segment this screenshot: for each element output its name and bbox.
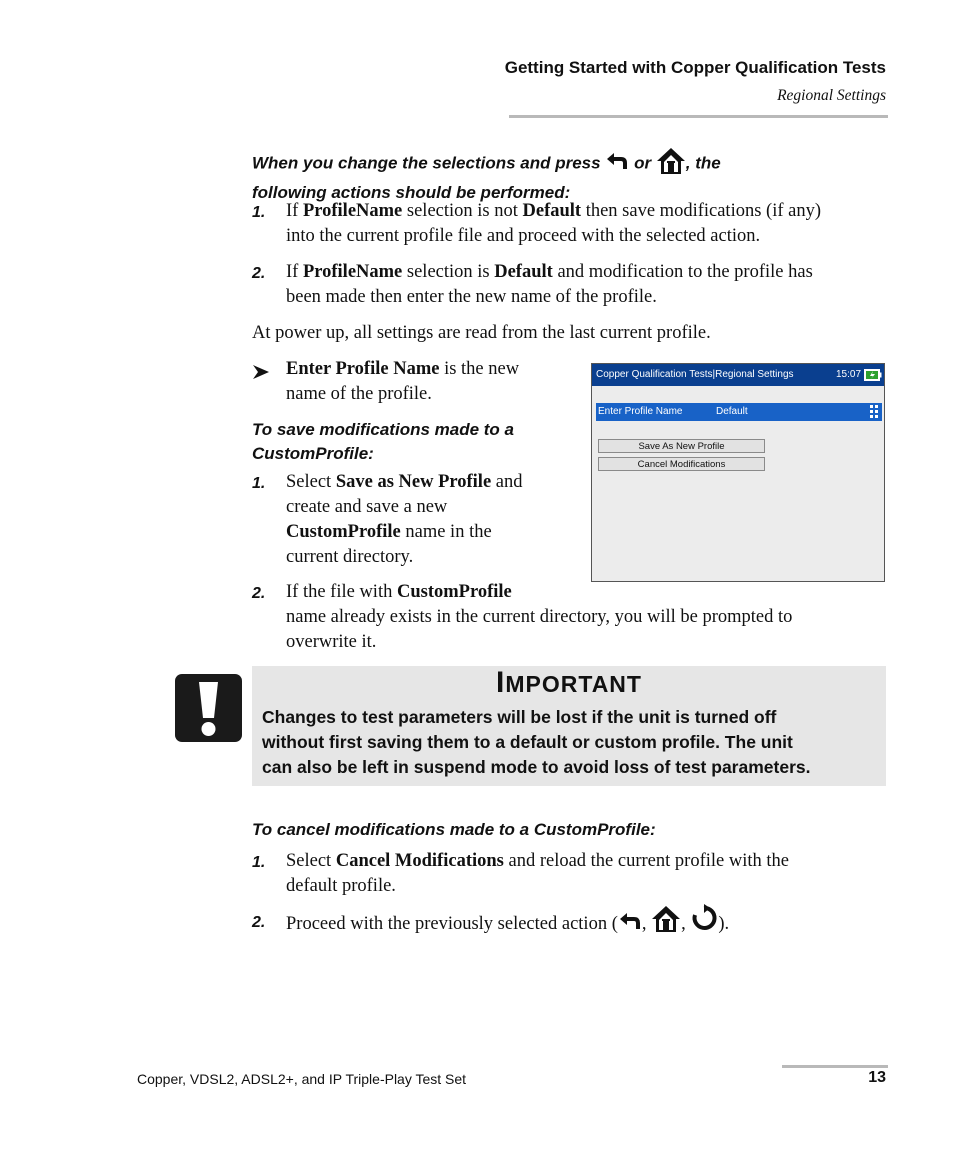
step-number: 2. bbox=[252, 265, 266, 282]
step-number: 2. bbox=[252, 914, 266, 931]
step-text: Proceed with the previously selected action ( , , ). bbox=[286, 904, 886, 945]
save-modifications-heading: To save modifications made to a CustomProfile: bbox=[252, 420, 514, 463]
important-exclamation-icon bbox=[175, 674, 242, 742]
step-number: 1. bbox=[252, 475, 266, 492]
cancel-modifications-heading: To cancel modifications made to a CustomProfile: bbox=[252, 820, 656, 839]
footer-product-name: Copper, VDSL2, ADSL2+, and IP Triple-Play Test Set bbox=[137, 1071, 467, 1087]
device-clock: 15:07 bbox=[836, 369, 862, 380]
important-text: Changes to test parameters will be lost if the unit is turned off without first saving them to a default or custom profile. The unit can also be left in suspend mode to avoid loss of test parameters. bbox=[262, 707, 811, 777]
battery-icon bbox=[864, 369, 882, 384]
power-up-paragraph: At power up, all settings are read from the last current profile. bbox=[252, 323, 711, 343]
header-rule bbox=[509, 115, 888, 118]
bullet-text: Enter Profile Name is the new name of the profile. bbox=[286, 359, 520, 404]
home-icon bbox=[656, 147, 686, 181]
running-header-subtitle: Regional Settings bbox=[777, 87, 886, 104]
step-text: If ProfileName selection is Default and modification to the profile has been made then enter the new name of the profile. bbox=[286, 262, 813, 307]
step-text: If the file with CustomProfile name already exists in the current directory, you will be prompted to overwrite it. bbox=[286, 582, 793, 652]
important-title: IMPORTANT bbox=[496, 666, 642, 699]
home-icon bbox=[651, 905, 681, 944]
cancel-modifications-button[interactable]: Cancel Modifications bbox=[598, 457, 765, 471]
device-title: Copper Qualification Tests|Regional Settings bbox=[596, 369, 794, 380]
step-number: 2. bbox=[252, 585, 266, 602]
refresh-icon bbox=[690, 904, 718, 945]
change-selection-heading: When you change the selections and press or , the following actions should be performed: bbox=[252, 147, 872, 204]
bullet-arrow-icon bbox=[252, 364, 270, 385]
profile-name-field[interactable] bbox=[596, 403, 882, 421]
step-text: Select Save as New Profile and create and save a new CustomProfile name in the current directory. bbox=[286, 472, 523, 567]
step-number: 1. bbox=[252, 854, 266, 871]
step-text: If ProfileName selection is not Default then save modifications (if any) into the current profile file and proceed with the selected action. bbox=[286, 201, 821, 246]
profile-name-value: Default bbox=[716, 406, 748, 417]
save-as-new-profile-button[interactable]: Save As New Profile bbox=[598, 439, 765, 453]
back-arrow-icon bbox=[605, 152, 629, 176]
back-arrow-icon bbox=[618, 909, 642, 941]
keypad-icon[interactable] bbox=[870, 405, 879, 421]
profile-name-label: Enter Profile Name bbox=[598, 406, 683, 417]
page-number: 13 bbox=[868, 1069, 886, 1086]
running-header-title: Getting Started with Copper Qualification Tests bbox=[504, 58, 886, 77]
device-title-bar bbox=[592, 364, 884, 386]
device-screenshot bbox=[591, 363, 885, 582]
footer-rule bbox=[782, 1065, 888, 1068]
step-number: 1. bbox=[252, 204, 266, 221]
step-text: Select Cancel Modifications and reload the current profile with the default profile. bbox=[286, 851, 789, 896]
